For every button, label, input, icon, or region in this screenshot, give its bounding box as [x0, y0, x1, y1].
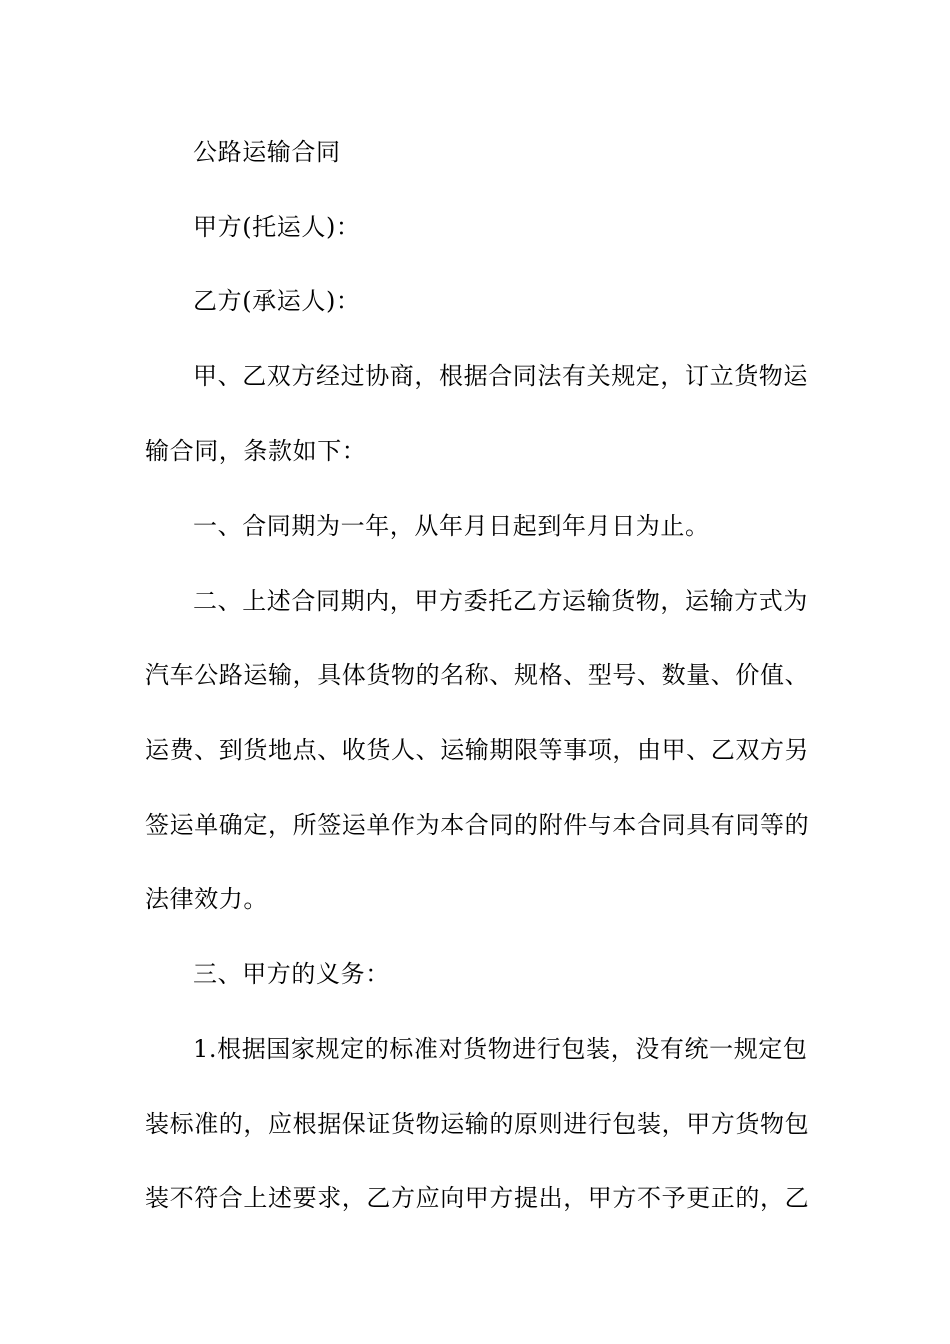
clause-2-line: 二、上述合同期内，甲方委托乙方运输货物，运输方式为 [193, 587, 808, 615]
party-b-label: 乙方(承运人)： [193, 287, 361, 315]
intro-line: 甲、乙双方经过协商，根据合同法有关规定，订立货物运 [193, 362, 808, 390]
document-title: 公路运输合同 [193, 138, 341, 166]
intro-line: 输合同，条款如下： [145, 437, 367, 465]
clause-2-line: 签运单确定，所签运单作为本合同的附件与本合同具有同等的 [145, 811, 810, 839]
clause-2-line: 法律效力。 [145, 885, 268, 913]
clause-1: 一、合同期为一年，从年月日起到年月日为止。 [193, 512, 710, 540]
party-a-label: 甲方(托运人)： [193, 213, 361, 241]
clause-3-item-1-line: 1.根据国家规定的标准对货物进行包装，没有统一规定包 [193, 1035, 808, 1063]
clause-3-item-1-line: 装不符合上述要求，乙方应向甲方提出，甲方不予更正的，乙 [145, 1184, 810, 1212]
clause-3-heading: 三、甲方的义务： [193, 960, 390, 988]
clause-2-line: 运费、到货地点、收货人、运输期限等事项，由甲、乙双方另 [145, 736, 810, 764]
clause-3-item-1-line: 装标准的，应根据保证货物运输的原则进行包装，甲方货物包 [145, 1110, 810, 1138]
clause-2-line: 汽车公路运输，具体货物的名称、规格、型号、数量、价值、 [145, 661, 810, 689]
